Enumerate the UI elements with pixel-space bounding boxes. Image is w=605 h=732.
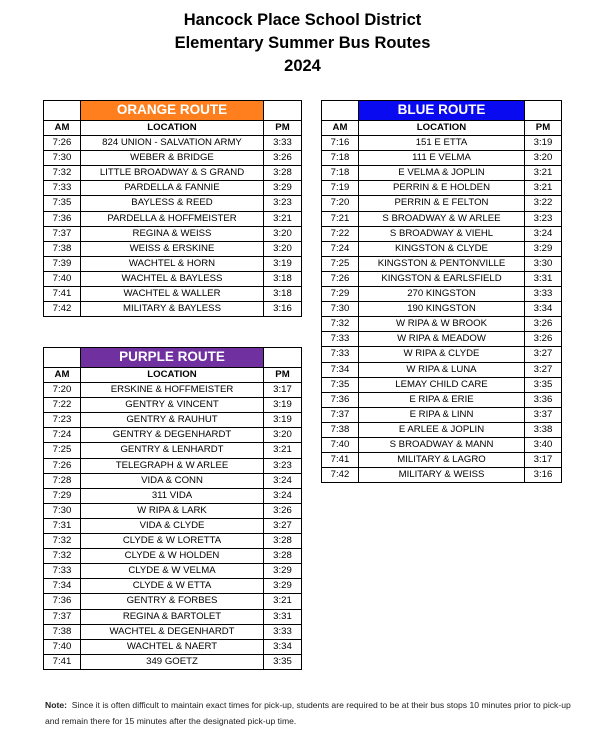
stop-location: KINGSTON & PENTONVILLE <box>359 256 525 271</box>
stop-location: W RIPA & LARK <box>81 503 264 518</box>
column-header-location: LOCATION <box>81 121 264 136</box>
am-time: 7:21 <box>322 211 359 226</box>
stop-location: CLYDE & W VELMA <box>81 564 264 579</box>
am-time: 7:24 <box>44 428 81 443</box>
pm-time: 3:27 <box>525 347 562 362</box>
pm-time: 3:26 <box>525 317 562 332</box>
column-header-pm: PM <box>264 121 302 136</box>
column-header-am: AM <box>44 121 81 136</box>
pm-time: 3:29 <box>525 241 562 256</box>
stop-location: S BROADWAY & VIEHL <box>359 226 525 241</box>
stop-location: GENTRY & VINCENT <box>81 398 264 413</box>
am-time: 7:20 <box>44 383 81 398</box>
table-row <box>44 151 302 166</box>
table-row <box>44 443 302 458</box>
stop-location: PERRIN & E HOLDEN <box>359 181 525 196</box>
am-time: 7:20 <box>322 196 359 211</box>
stop-location: VIDA & CLYDE <box>81 518 264 533</box>
table-row <box>44 287 302 302</box>
stop-location: 311 VIDA <box>81 488 264 503</box>
pm-time: 3:18 <box>264 271 302 286</box>
stop-location: LEMAY CHILD CARE <box>359 377 525 392</box>
table-row <box>322 241 562 256</box>
pm-time: 3:24 <box>264 473 302 488</box>
column-header-pm: PM <box>525 121 562 136</box>
table-row <box>322 287 562 302</box>
table-row <box>322 468 562 483</box>
pm-time: 3:37 <box>525 407 562 422</box>
table-row <box>44 241 302 256</box>
table-row <box>44 196 302 211</box>
pm-time: 3:20 <box>525 151 562 166</box>
table-row <box>44 518 302 533</box>
table-row <box>322 407 562 422</box>
district-title: Hancock Place School District <box>183 11 422 29</box>
am-time: 7:25 <box>44 443 81 458</box>
column-header-pm: PM <box>264 368 302 383</box>
stop-location: W RIPA & LUNA <box>359 362 525 377</box>
am-time: 7:38 <box>322 422 359 437</box>
pm-time: 3:26 <box>264 503 302 518</box>
table-row <box>44 428 302 443</box>
header-spacer <box>44 348 81 368</box>
stop-location: S BROADWAY & W ARLEE <box>359 211 525 226</box>
table-row <box>322 211 562 226</box>
stop-location: WACHTEL & BAYLESS <box>81 271 264 286</box>
am-time: 7:34 <box>322 362 359 377</box>
am-time: 7:19 <box>322 181 359 196</box>
am-time: 7:32 <box>44 549 81 564</box>
header-spacer <box>264 101 302 121</box>
am-time: 7:42 <box>322 468 359 483</box>
am-time: 7:41 <box>44 654 81 669</box>
purple-route-table <box>43 347 302 670</box>
stop-location: GENTRY & LENHARDT <box>81 443 264 458</box>
am-time: 7:26 <box>44 136 81 151</box>
stop-location: WEBER & BRIDGE <box>81 151 264 166</box>
pm-time: 3:19 <box>264 256 302 271</box>
note-text: Since it is often difficult to maintain exact times for pick-up, students are required to be at their bus stops 10 minutes prior to pick-up and remain there for 15 minutes after the designated pick-up time. <box>45 700 571 726</box>
stop-location: WACHTEL & NAERT <box>81 639 264 654</box>
orange-route-table <box>43 100 302 317</box>
am-time: 7:34 <box>44 579 81 594</box>
pm-time: 3:34 <box>264 639 302 654</box>
table-row <box>44 624 302 639</box>
header-spacer <box>264 348 302 368</box>
stop-location: MILITARY & LAGRO <box>359 453 525 468</box>
stop-location: WACHTEL & HORN <box>81 256 264 271</box>
pm-time: 3:30 <box>525 256 562 271</box>
table-row <box>322 196 562 211</box>
stop-location: REGINA & WEISS <box>81 226 264 241</box>
stop-location: WEISS & ERSKINE <box>81 241 264 256</box>
pm-time: 3:33 <box>264 136 302 151</box>
table-row <box>322 317 562 332</box>
stop-location: PARDELLA & HOFFMEISTER <box>81 211 264 226</box>
am-time: 7:24 <box>322 241 359 256</box>
am-time: 7:42 <box>44 302 81 317</box>
stop-location: 151 E ETTA <box>359 136 525 151</box>
am-time: 7:31 <box>44 518 81 533</box>
am-time: 7:32 <box>322 317 359 332</box>
table-row <box>44 256 302 271</box>
am-time: 7:30 <box>322 302 359 317</box>
am-time: 7:33 <box>322 347 359 362</box>
stop-location: BAYLESS & REED <box>81 196 264 211</box>
table-row <box>44 211 302 226</box>
am-time: 7:35 <box>322 377 359 392</box>
table-row <box>44 609 302 624</box>
table-row <box>322 422 562 437</box>
stop-location: PARDELLA & FANNIE <box>81 181 264 196</box>
am-time: 7:40 <box>44 271 81 286</box>
am-time: 7:36 <box>44 211 81 226</box>
pm-time: 3:20 <box>264 241 302 256</box>
purple-route-name: PURPLE ROUTE <box>81 348 264 368</box>
stop-location: VIDA & CONN <box>81 473 264 488</box>
pm-time: 3:29 <box>264 181 302 196</box>
am-time: 7:36 <box>44 594 81 609</box>
am-time: 7:30 <box>44 503 81 518</box>
column-header-row <box>322 121 562 136</box>
pm-time: 3:21 <box>264 594 302 609</box>
pm-time: 3:16 <box>525 468 562 483</box>
am-time: 7:25 <box>322 256 359 271</box>
pm-time: 3:20 <box>264 226 302 241</box>
stop-location: MILITARY & BAYLESS <box>81 302 264 317</box>
stop-location: W RIPA & W BROOK <box>359 317 525 332</box>
pm-time: 3:33 <box>264 624 302 639</box>
stop-location: CLYDE & W LORETTA <box>81 534 264 549</box>
table-row <box>44 639 302 654</box>
pm-time: 3:21 <box>525 181 562 196</box>
schedule-year: 2024 <box>284 57 321 75</box>
stop-location: 824 UNION - SALVATION ARMY <box>81 136 264 151</box>
am-time: 7:26 <box>44 458 81 473</box>
header-spacer <box>525 101 562 121</box>
am-time: 7:33 <box>44 181 81 196</box>
pm-time: 3:31 <box>525 271 562 286</box>
am-time: 7:37 <box>44 609 81 624</box>
pm-time: 3:20 <box>264 428 302 443</box>
pm-time: 3:23 <box>525 211 562 226</box>
am-time: 7:38 <box>44 241 81 256</box>
table-row <box>322 166 562 181</box>
table-row <box>44 534 302 549</box>
am-time: 7:39 <box>44 256 81 271</box>
stop-location: S BROADWAY & MANN <box>359 437 525 452</box>
am-time: 7:29 <box>44 488 81 503</box>
pm-time: 3:28 <box>264 534 302 549</box>
stop-location: 111 E VELMA <box>359 151 525 166</box>
pm-time: 3:24 <box>525 226 562 241</box>
table-row <box>44 398 302 413</box>
table-row <box>44 564 302 579</box>
table-row <box>44 413 302 428</box>
table-row <box>322 302 562 317</box>
am-time: 7:37 <box>322 407 359 422</box>
table-row <box>322 347 562 362</box>
table-row <box>44 226 302 241</box>
column-header-location: LOCATION <box>81 368 264 383</box>
stop-location: W RIPA & CLYDE <box>359 347 525 362</box>
stop-location: GENTRY & DEGENHARDT <box>81 428 264 443</box>
pm-time: 3:34 <box>525 302 562 317</box>
pm-time: 3:38 <box>525 422 562 437</box>
table-row <box>44 579 302 594</box>
table-row <box>322 181 562 196</box>
stop-location: W RIPA & MEADOW <box>359 332 525 347</box>
pm-time: 3:40 <box>525 437 562 452</box>
purple-route-header-row <box>44 348 302 368</box>
pm-time: 3:23 <box>264 196 302 211</box>
pm-time: 3:21 <box>525 166 562 181</box>
stop-location: CLYDE & W HOLDEN <box>81 549 264 564</box>
table-row <box>44 166 302 181</box>
stop-location: 270 KINGSTON <box>359 287 525 302</box>
pm-time: 3:19 <box>264 398 302 413</box>
stop-location: 190 KINGSTON <box>359 302 525 317</box>
pm-time: 3:28 <box>264 166 302 181</box>
orange-route-name: ORANGE ROUTE <box>81 101 264 121</box>
table-row <box>44 302 302 317</box>
pm-time: 3:29 <box>264 579 302 594</box>
pm-time: 3:16 <box>264 302 302 317</box>
table-row <box>44 181 302 196</box>
stop-location: LITTLE BROADWAY & S GRAND <box>81 166 264 181</box>
stop-location: E RIPA & LINN <box>359 407 525 422</box>
table-row <box>322 226 562 241</box>
pm-time: 3:18 <box>264 287 302 302</box>
am-time: 7:41 <box>44 287 81 302</box>
pm-time: 3:24 <box>264 488 302 503</box>
pickup-note <box>45 697 585 729</box>
pm-time: 3:19 <box>264 413 302 428</box>
table-row <box>44 549 302 564</box>
table-row <box>44 271 302 286</box>
am-time: 7:37 <box>44 226 81 241</box>
am-time: 7:40 <box>322 437 359 452</box>
pm-time: 3:26 <box>264 151 302 166</box>
pm-time: 3:35 <box>525 377 562 392</box>
am-time: 7:32 <box>44 166 81 181</box>
pm-time: 3:28 <box>264 549 302 564</box>
am-time: 7:35 <box>44 196 81 211</box>
am-time: 7:22 <box>322 226 359 241</box>
stop-location: TELEGRAPH & W ARLEE <box>81 458 264 473</box>
stop-location: E ARLEE & JOPLIN <box>359 422 525 437</box>
stop-location: KINGSTON & CLYDE <box>359 241 525 256</box>
am-time: 7:33 <box>322 332 359 347</box>
stop-location: WACHTEL & DEGENHARDT <box>81 624 264 639</box>
header-spacer <box>44 101 81 121</box>
pm-time: 3:17 <box>525 453 562 468</box>
pm-time: 3:27 <box>264 518 302 533</box>
orange-route-header-row <box>44 101 302 121</box>
table-row <box>322 362 562 377</box>
am-time: 7:33 <box>44 564 81 579</box>
blue-route-table <box>321 100 562 483</box>
pm-time: 3:21 <box>264 443 302 458</box>
column-header-am: AM <box>44 368 81 383</box>
pm-time: 3:23 <box>264 458 302 473</box>
am-time: 7:18 <box>322 151 359 166</box>
am-time: 7:40 <box>44 639 81 654</box>
table-row <box>322 151 562 166</box>
column-header-row <box>44 121 302 136</box>
pm-time: 3:35 <box>264 654 302 669</box>
table-row <box>322 136 562 151</box>
am-time: 7:29 <box>322 287 359 302</box>
table-row <box>44 383 302 398</box>
pm-time: 3:36 <box>525 392 562 407</box>
table-row <box>322 377 562 392</box>
table-row <box>322 271 562 286</box>
pm-time: 3:21 <box>264 211 302 226</box>
table-row <box>322 453 562 468</box>
am-time: 7:22 <box>44 398 81 413</box>
am-time: 7:23 <box>44 413 81 428</box>
stop-location: PERRIN & E FELTON <box>359 196 525 211</box>
am-time: 7:26 <box>322 271 359 286</box>
am-time: 7:41 <box>322 453 359 468</box>
pm-time: 3:27 <box>525 362 562 377</box>
column-header-location: LOCATION <box>359 121 525 136</box>
table-row <box>44 654 302 669</box>
table-row <box>44 136 302 151</box>
stop-location: MILITARY & WEISS <box>359 468 525 483</box>
schedule-title: Elementary Summer Bus Routes <box>174 34 431 52</box>
note-label: Note: <box>45 700 67 710</box>
stop-location: E RIPA & ERIE <box>359 392 525 407</box>
am-time: 7:18 <box>322 166 359 181</box>
stop-location: KINGSTON & EARLSFIELD <box>359 271 525 286</box>
pm-time: 3:31 <box>264 609 302 624</box>
blue-route-name: BLUE ROUTE <box>359 101 525 121</box>
blue-route-header-row <box>322 101 562 121</box>
table-row <box>322 392 562 407</box>
stop-location: E VELMA & JOPLIN <box>359 166 525 181</box>
stop-location: REGINA & BARTOLET <box>81 609 264 624</box>
am-time: 7:30 <box>44 151 81 166</box>
am-time: 7:32 <box>44 534 81 549</box>
pm-time: 3:17 <box>264 383 302 398</box>
stop-location: GENTRY & RAUHUT <box>81 413 264 428</box>
stop-location: 349 GOETZ <box>81 654 264 669</box>
header-spacer <box>322 101 359 121</box>
pm-time: 3:19 <box>525 136 562 151</box>
pm-time: 3:22 <box>525 196 562 211</box>
column-header-row <box>44 368 302 383</box>
table-row <box>44 473 302 488</box>
table-row <box>44 503 302 518</box>
am-time: 7:36 <box>322 392 359 407</box>
stop-location: WACHTEL & WALLER <box>81 287 264 302</box>
pm-time: 3:26 <box>525 332 562 347</box>
pm-time: 3:29 <box>264 564 302 579</box>
table-row <box>44 594 302 609</box>
stop-location: ERSKINE & HOFFMEISTER <box>81 383 264 398</box>
table-row <box>44 488 302 503</box>
table-row <box>322 256 562 271</box>
am-time: 7:28 <box>44 473 81 488</box>
column-header-am: AM <box>322 121 359 136</box>
am-time: 7:16 <box>322 136 359 151</box>
stop-location: CLYDE & W ETTA <box>81 579 264 594</box>
stop-location: GENTRY & FORBES <box>81 594 264 609</box>
table-row <box>322 332 562 347</box>
pm-time: 3:33 <box>525 287 562 302</box>
am-time: 7:38 <box>44 624 81 639</box>
table-row <box>44 458 302 473</box>
table-row <box>322 437 562 452</box>
